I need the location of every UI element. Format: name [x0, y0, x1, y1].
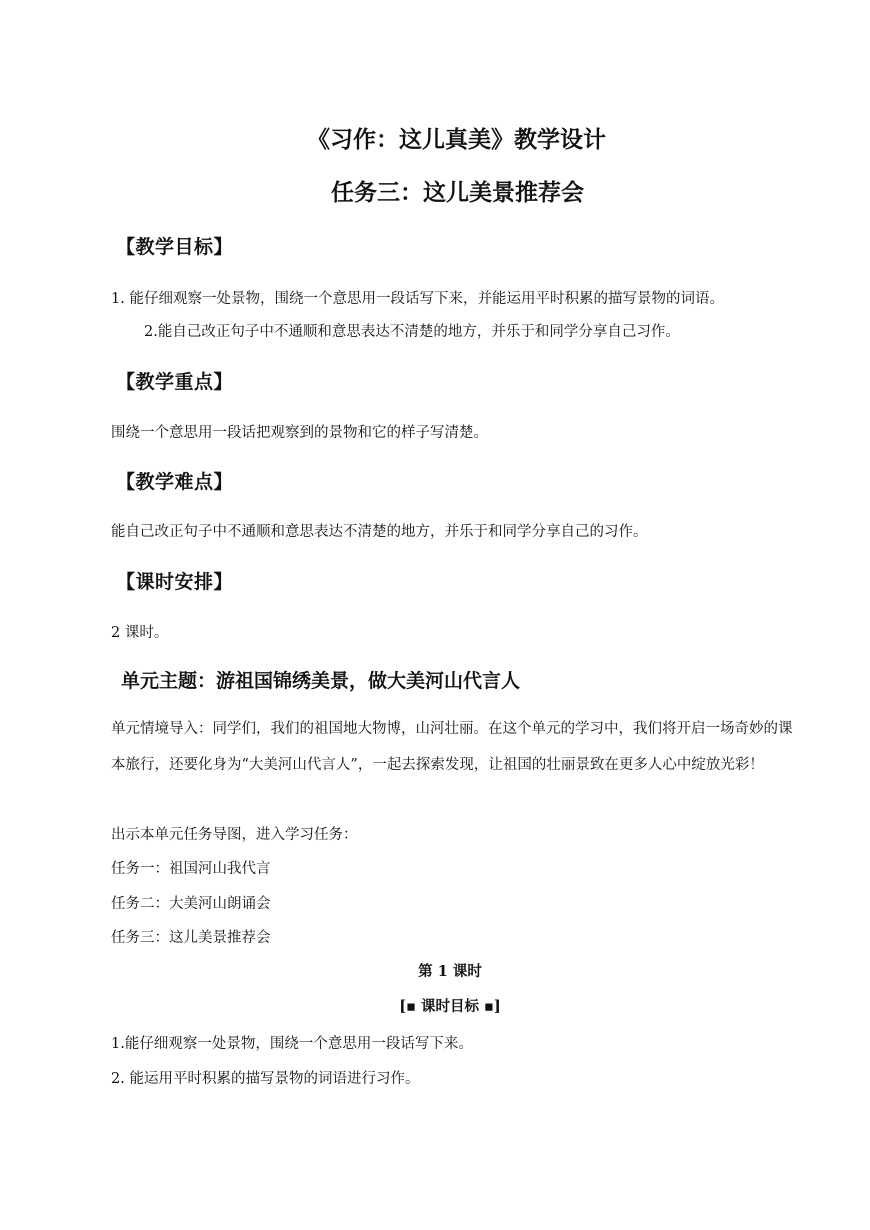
schedule-text: 2 课时。 — [111, 625, 169, 641]
lesson-goal-1: 1.能仔细观察一处景物，围绕一个意思用一段话写下来。 — [111, 1036, 473, 1052]
difficult-points-heading: 【教学难点】 — [116, 471, 234, 493]
document-title: 《习作：这儿真美》教学设计 — [307, 126, 606, 153]
document-subtitle: 任务三：这儿美景推荐会 — [331, 179, 584, 206]
objective-item-2: 2.能自己改正句子中不通顺和意思表达不清楚的地方，并乐于和同学分享自己习作。 — [144, 324, 680, 340]
task-item-1: 任务一：祖国河山我代言 — [111, 861, 271, 877]
difficult-points-text: 能自己改正句子中不通顺和意思表达不清楚的地方，并乐于和同学分享自己的习作。 — [111, 524, 648, 540]
schedule-heading: 【课时安排】 — [116, 571, 234, 593]
lesson-heading: 第 1 课时 — [418, 963, 482, 980]
key-points-heading: 【教学重点】 — [116, 371, 234, 393]
lesson-goal-heading: [▪ 课时目标 ▪] — [399, 998, 501, 1015]
unit-theme-heading: 单元主题：游祖国锦绣美景，做大美河山代言人 — [121, 670, 521, 692]
key-points-text: 围绕一个意思用一段话把观察到的景物和它的样子写清楚。 — [111, 425, 488, 441]
objective-item-1: 1. 能仔细观察一处景物，围绕一个意思用一段话写下来，并能运用平时积累的描写景物的词语。 — [111, 291, 724, 307]
objectives-heading: 【教学目标】 — [116, 236, 234, 258]
task-item-2: 任务二：大美河山朗诵会 — [111, 896, 271, 912]
lesson-goal-2: 2. 能运用平时积累的描写景物的词语进行习作。 — [111, 1071, 420, 1087]
intro-paragraph: 单元情境导入：同学们，我们的祖国地大物博，山河壮丽。在这个单元的学习中，我们将开启一场奇妙的课本旅行，还要化身为“大美河山代言人”，一起去探索发现，让祖国的壮丽景致在更多人心中绽放光彩！ — [111, 721, 793, 773]
task-map-line: 出示本单元任务导图，进入学习任务： — [111, 827, 358, 843]
task-item-3: 任务三：这儿美景推荐会 — [111, 930, 271, 946]
